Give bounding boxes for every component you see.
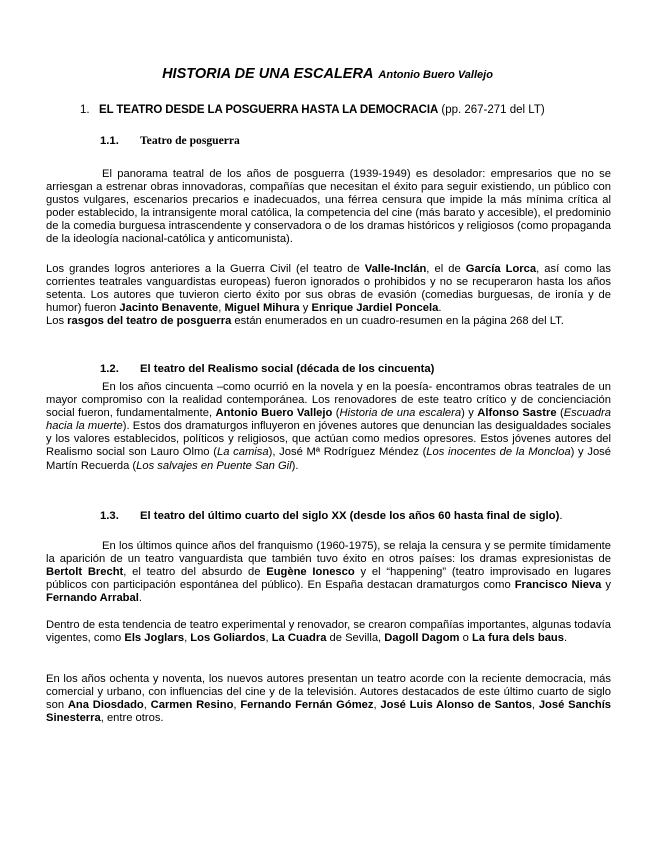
author-buero-vallejo: Antonio Buero Vallejo	[215, 407, 333, 420]
author-nieva: Francisco Nieva	[514, 579, 602, 592]
company-la-cuadra: La Cuadra	[271, 632, 327, 645]
author-garcia-lorca: García Lorca	[465, 263, 537, 275]
text: En los años cincuenta –como ocurrió en la novela y en la poesía- encontramos obras teatrales de un mayor compromiso con la realidad contemporánea. Los renovadores de este teatro crítico y de concienciación social fueron, fundamentalmente,	[46, 381, 611, 420]
section-1-ref: (pp. 267-271 del LT)	[441, 104, 545, 116]
author-resino: Carmen Resino	[150, 699, 234, 712]
author-jardiel-poncela: Enrique Jardiel Poncela	[311, 302, 439, 315]
text: ) y	[461, 407, 478, 420]
text: ,	[531, 699, 539, 712]
text: (	[332, 407, 340, 420]
text: y	[601, 579, 611, 592]
paragraph-text: El panorama teatral de los años de posguerra (1939-1949) es desolador: empresarios que no se arriesgan a estrenar obras innovadoras, compañías que necesitan el éxito para seguir existiendo, un público con gustos vulgares, escenarios precarios e inadecuados, una férrea censura que impide la más mínima crítica al poder establecido, la intransigente moral católica, la competencia del cine (más barato y accesible), el predominio de la comedia burguesa intrascendente y conservadora o de los dramas históricos y religiosos (como propaganda de la ideología nacional-católica y anticomunista).	[46, 168, 611, 246]
text: ,	[265, 632, 272, 645]
author-sanchis-sinisterra: José Sanchís Sinesterra	[46, 699, 612, 725]
heading-period: .	[559, 510, 563, 522]
text: Dentro de esta tendencia de teatro experimental y renovador, se crearon compañías importantes, algunas todavía vigentes, como	[46, 619, 611, 645]
text: En los años ochenta y noventa, los nuevos autores presentan un teatro acorde con la reciente democracia, más comercial y urbano, con influencias del cine y de la televisión. Autores destacados de este último cuarto de siglo son	[46, 673, 611, 712]
text: .	[563, 632, 568, 645]
section-1-heading	[80, 104, 545, 116]
document-title	[0, 66, 655, 82]
text: ,	[218, 302, 225, 315]
author-fernan-gomez: Fernando Fernán Gómez	[240, 699, 374, 712]
section-1-1-heading	[100, 134, 240, 147]
paragraph-posguerra-logros	[46, 263, 611, 328]
section-1-2-title: El teatro del Realismo social (década de los cincuenta)	[140, 363, 435, 375]
paragraph-posguerra-panorama	[46, 168, 611, 247]
paragraph-ultimo-cuarto	[46, 540, 611, 605]
text: ) y José Martín Recuerda (	[46, 446, 611, 472]
author-diosdado: Ana Diosdado	[67, 699, 144, 712]
rasgos-term: rasgos del teatro de posguerra	[67, 315, 232, 328]
text: , el de	[426, 263, 466, 275]
text: , así como las corrientes teatrales vanguardistas europeas) fueron ignorados o prohibidos y no se recuperaron hasta los años setenta. Los autores que tuvieron cierto éxito por sus obras de evasión (comedias burguesas, de ironía y de humor) fueron	[46, 263, 611, 315]
company-los-goliardos: Los Goliardos	[190, 632, 266, 645]
text: ). Estos dos dramaturgos influyeron en jóvenes autores que denuncian las desigualdades sociales y los valores establecidos, políticos y religiosos, que actúan como medios opresores. Estos jóvenes autores del Realismo social son Lauro Olmo (	[46, 420, 611, 459]
text: Los grandes logros anteriores a la Guerra Civil (el teatro de	[46, 263, 365, 275]
company-la-fura: La fura dels baus	[471, 632, 564, 645]
work-title: Los salvajes en Puente San Gil	[136, 459, 292, 472]
section-1-title: EL TEATRO DESDE LA POSGUERRA HASTA LA DEMOCRACIA	[99, 104, 439, 116]
section-1-2-heading	[100, 363, 434, 375]
text: ,	[184, 632, 191, 645]
author-ionesco: Eugène Ionesco	[266, 566, 355, 579]
author-brecht: Bertolt Brecht	[46, 566, 124, 579]
author-arrabal: Fernando Arrabal	[46, 592, 139, 605]
text: o	[459, 632, 472, 645]
author-alonso-de-santos: José Luis Alonso de Santos	[380, 699, 532, 712]
text: ,	[233, 699, 241, 712]
paragraph-ochenta-noventa	[46, 673, 611, 725]
section-1-3-title: El teatro del último cuarto del siglo XX (desde los años 60 hasta final de siglo)	[140, 510, 560, 522]
text: En los últimos quince años del franquismo (1960-1975), se relaja la censura y se permite tímidamente la aparición de un teatro vanguardista que también tuvo éxito en otros países: los dramas expresionistas de	[46, 540, 611, 566]
text: de Sevilla,	[326, 632, 385, 645]
text: ,	[143, 699, 151, 712]
text: y	[299, 302, 312, 315]
text: , el teatro del absurdo de	[123, 566, 267, 579]
section-1-1-number: 1.1.	[100, 135, 119, 147]
work-title: Escuadra hacia la muerte	[46, 407, 611, 433]
paragraph-companias	[46, 619, 611, 645]
text: están enumerados en un cuadro-resumen en la página 268 del LT.	[231, 315, 564, 328]
paragraph-realismo-social	[46, 381, 611, 473]
text: ), José Mª Rodríguez Méndez (	[268, 446, 427, 459]
text: Los	[46, 315, 68, 328]
section-1-2-number: 1.2.	[100, 363, 119, 375]
section-1-3-number: 1.3.	[100, 510, 119, 522]
title-author: Antonio Buero Vallejo	[378, 69, 493, 81]
company-els-joglars: Els Joglars	[124, 632, 185, 645]
section-1-number: 1.	[80, 104, 90, 116]
work-title: Historia de una escalera	[339, 407, 462, 420]
company-dagoll-dagom: Dagoll Dagom	[384, 632, 460, 645]
text: y el “happening” (teatro improvisado en lugares públicos con participación espontánea del público). En España destacan dramaturgos como	[46, 566, 611, 592]
text: .	[138, 592, 142, 605]
text: , entre otros.	[100, 712, 164, 725]
author-sastre: Alfonso Sastre	[477, 407, 557, 420]
section-1-3-heading	[100, 510, 562, 522]
text: .	[438, 302, 442, 315]
section-1-1-title: Teatro de posguerra	[140, 134, 240, 147]
author-benavente: Jacinto Benavente	[119, 302, 219, 315]
work-title: La camisa	[216, 446, 269, 459]
text: ).	[291, 459, 299, 472]
title-main: HISTORIA DE UNA ESCALERA	[162, 66, 374, 82]
text: ,	[373, 699, 381, 712]
text: (	[556, 407, 564, 420]
work-title: Los inocentes de la Moncloa	[426, 446, 571, 459]
author-mihura: Miguel Mihura	[224, 302, 300, 315]
author-valle-inclan: Valle-Inclán	[364, 263, 427, 275]
